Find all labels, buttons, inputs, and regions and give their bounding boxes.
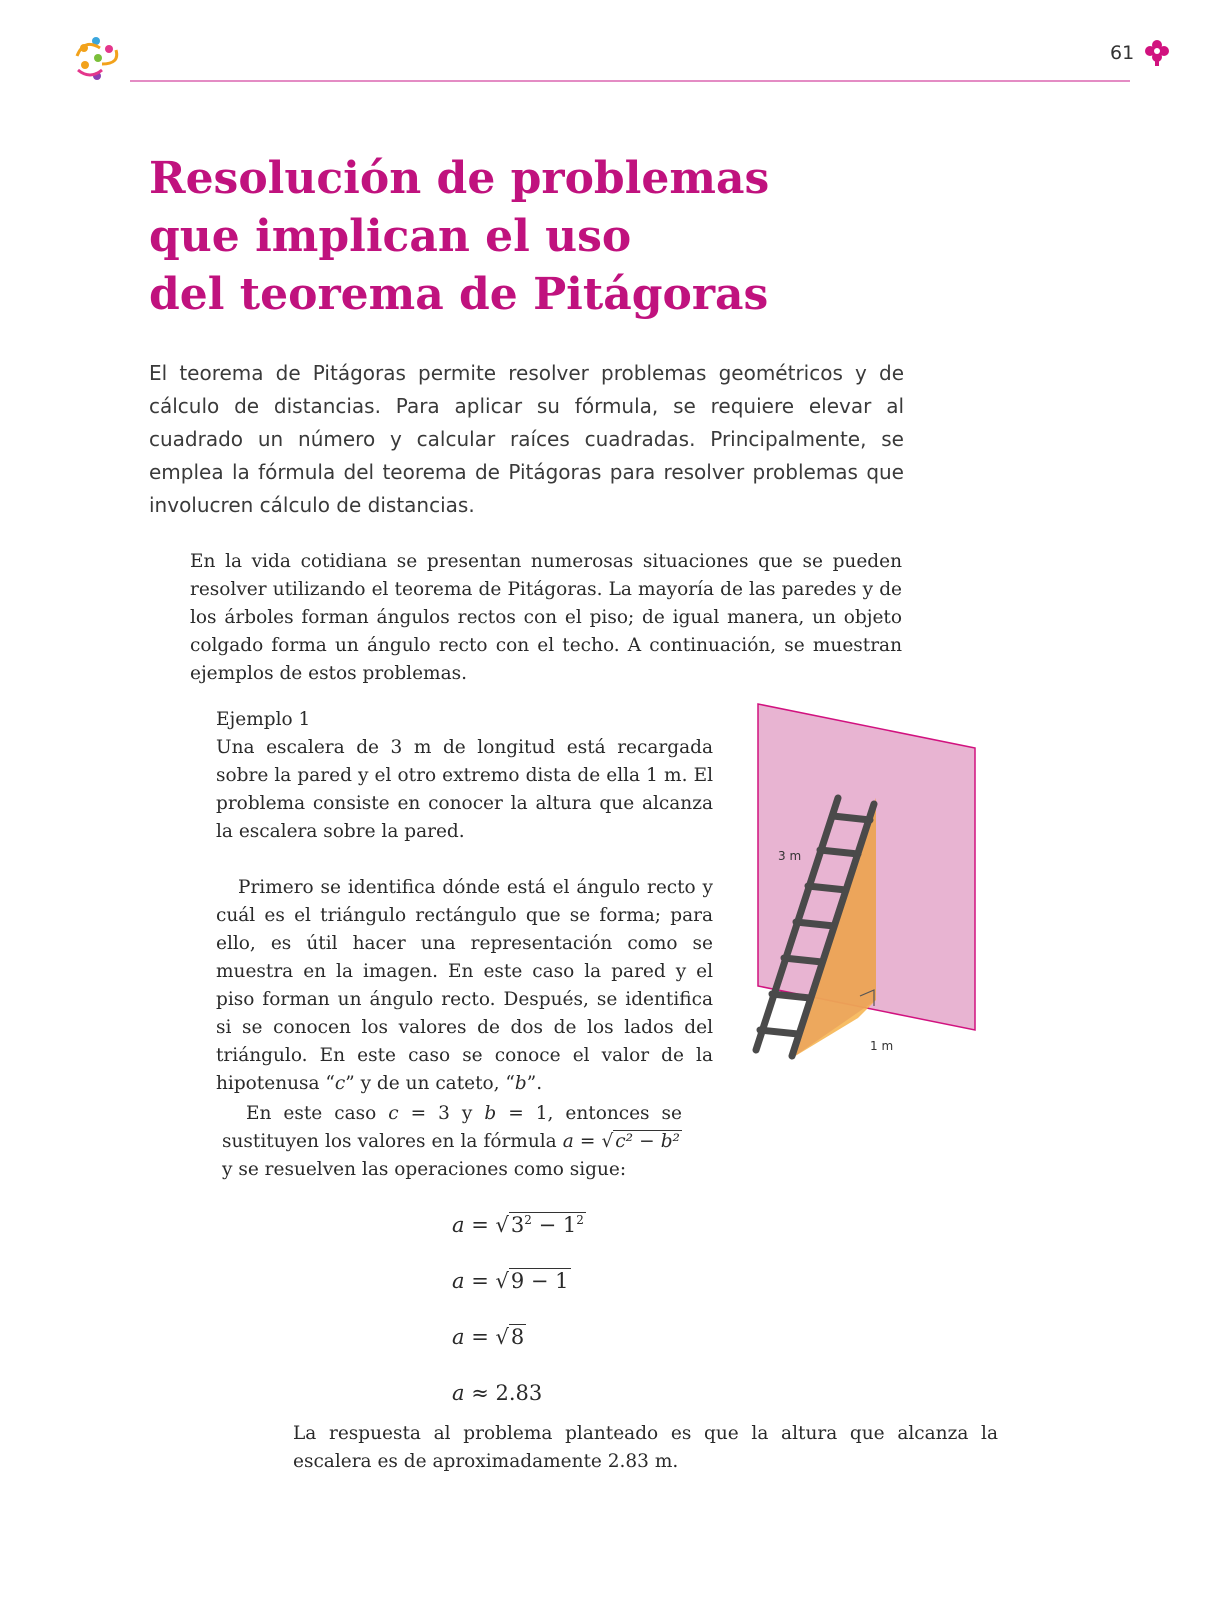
formula-radicand: c² − b² (615, 1131, 680, 1152)
variable-a: a (452, 1213, 465, 1237)
text-run: = 3 y (398, 1103, 485, 1124)
title-line-2: que implican el uso (149, 211, 632, 262)
variable-a: a (452, 1381, 465, 1405)
paragraph-everyday-situations: En la vida cotidiana se presentan numerosas situaciones que se pueden resolver utilizando el teorema de Pitágoras. La mayoría de las paredes y de los árboles forman ángulos rectos con el piso; de igual manera, un objeto colgado forma un ángulo recto con el techo. A continuación, se muestran ejemplos de estos problemas. (190, 551, 902, 684)
exponent: 2 (576, 1213, 584, 1227)
variable-c: c (334, 1073, 346, 1094)
label-base: 1 m (870, 1039, 894, 1053)
intro-paragraph: El teorema de Pitágoras permite resolver problemas geométricos y de cálculo de distancias. Para aplicar su fórmula, se requiere elevar al cuadrado un número y calcular raíces cuadradas. Principalmente, se emplea la fórmula del teorema de Pitágoras para resolver problemas que involucren cálculo de distancias. (149, 361, 904, 517)
text-run: = 1, entonces se sustituyen los valores en la fórmula (222, 1103, 682, 1152)
ladder-wall-figure (740, 700, 1000, 1070)
text-run: y se resuelven las operaciones como sigue: (222, 1159, 627, 1180)
radicand: 9 − 1 (510, 1269, 569, 1293)
radicand-part: − 1 (531, 1213, 577, 1237)
equation-1 (452, 1211, 586, 1239)
header-rule (130, 80, 1130, 82)
page-title (149, 150, 769, 324)
equals-root: = √ (471, 1269, 509, 1293)
title-line-3: del teorema de Pitágoras (149, 269, 769, 320)
page-number: 61 (1110, 42, 1135, 64)
example-heading: Ejemplo 1 (216, 709, 311, 730)
radicand (509, 1212, 586, 1237)
equals-root: = √ (471, 1213, 509, 1237)
variable-b: b (484, 1103, 497, 1124)
approx-result: ≈ 2.83 (464, 1381, 543, 1405)
equation-4 (452, 1379, 542, 1407)
equation-3 (452, 1323, 526, 1351)
text-run: ”. (526, 1073, 543, 1094)
variable-a: a (452, 1325, 465, 1349)
variable-a: a (562, 1131, 574, 1152)
paragraph-identify-right-angle (216, 874, 713, 1098)
pink-flower-icon (1144, 38, 1170, 66)
text-run: Primero se identifica dónde está el ángulo recto y cuál es el triángulo rectángulo que se forma; para ello, es útil hacer una representación como se muestra en la imagen. En este caso la pared y el piso forman un ángulo recto. Después, se identifica si se conocen los valores de dos de los lados del triángulo. En este caso se conoce el valor de la hipotenusa “ (216, 877, 713, 1094)
text-run: = √ (573, 1131, 614, 1152)
variable-c: c (388, 1103, 399, 1124)
radicand: 8 (510, 1325, 525, 1349)
answer-paragraph: La respuesta al problema planteado es que la altura que alcanza la escalera es de aproximadamente 2.83 m. (293, 1423, 998, 1472)
example-statement: Una escalera de 3 m de longitud está recargada sobre la pared y el otro extremo dista de ella 1 m. El problema consiste en conocer la altura que alcanza la escalera sobre la pared. (216, 737, 713, 842)
variable-a: a (452, 1269, 465, 1293)
equation-2 (452, 1267, 571, 1295)
text-run: En este caso (246, 1103, 389, 1124)
paragraph-substitution (222, 1100, 682, 1184)
exponent: 2 (524, 1213, 532, 1227)
text-run: ” y de un cateto, “ (345, 1073, 515, 1094)
equals-root: = √ (471, 1325, 509, 1349)
colorful-dots-logo-icon (72, 34, 126, 84)
radicand-part: 3 (510, 1213, 525, 1237)
label-hypotenuse: 3 m (778, 849, 802, 863)
variable-b: b (514, 1073, 527, 1094)
title-line-1: Resolución de problemas (149, 153, 770, 204)
